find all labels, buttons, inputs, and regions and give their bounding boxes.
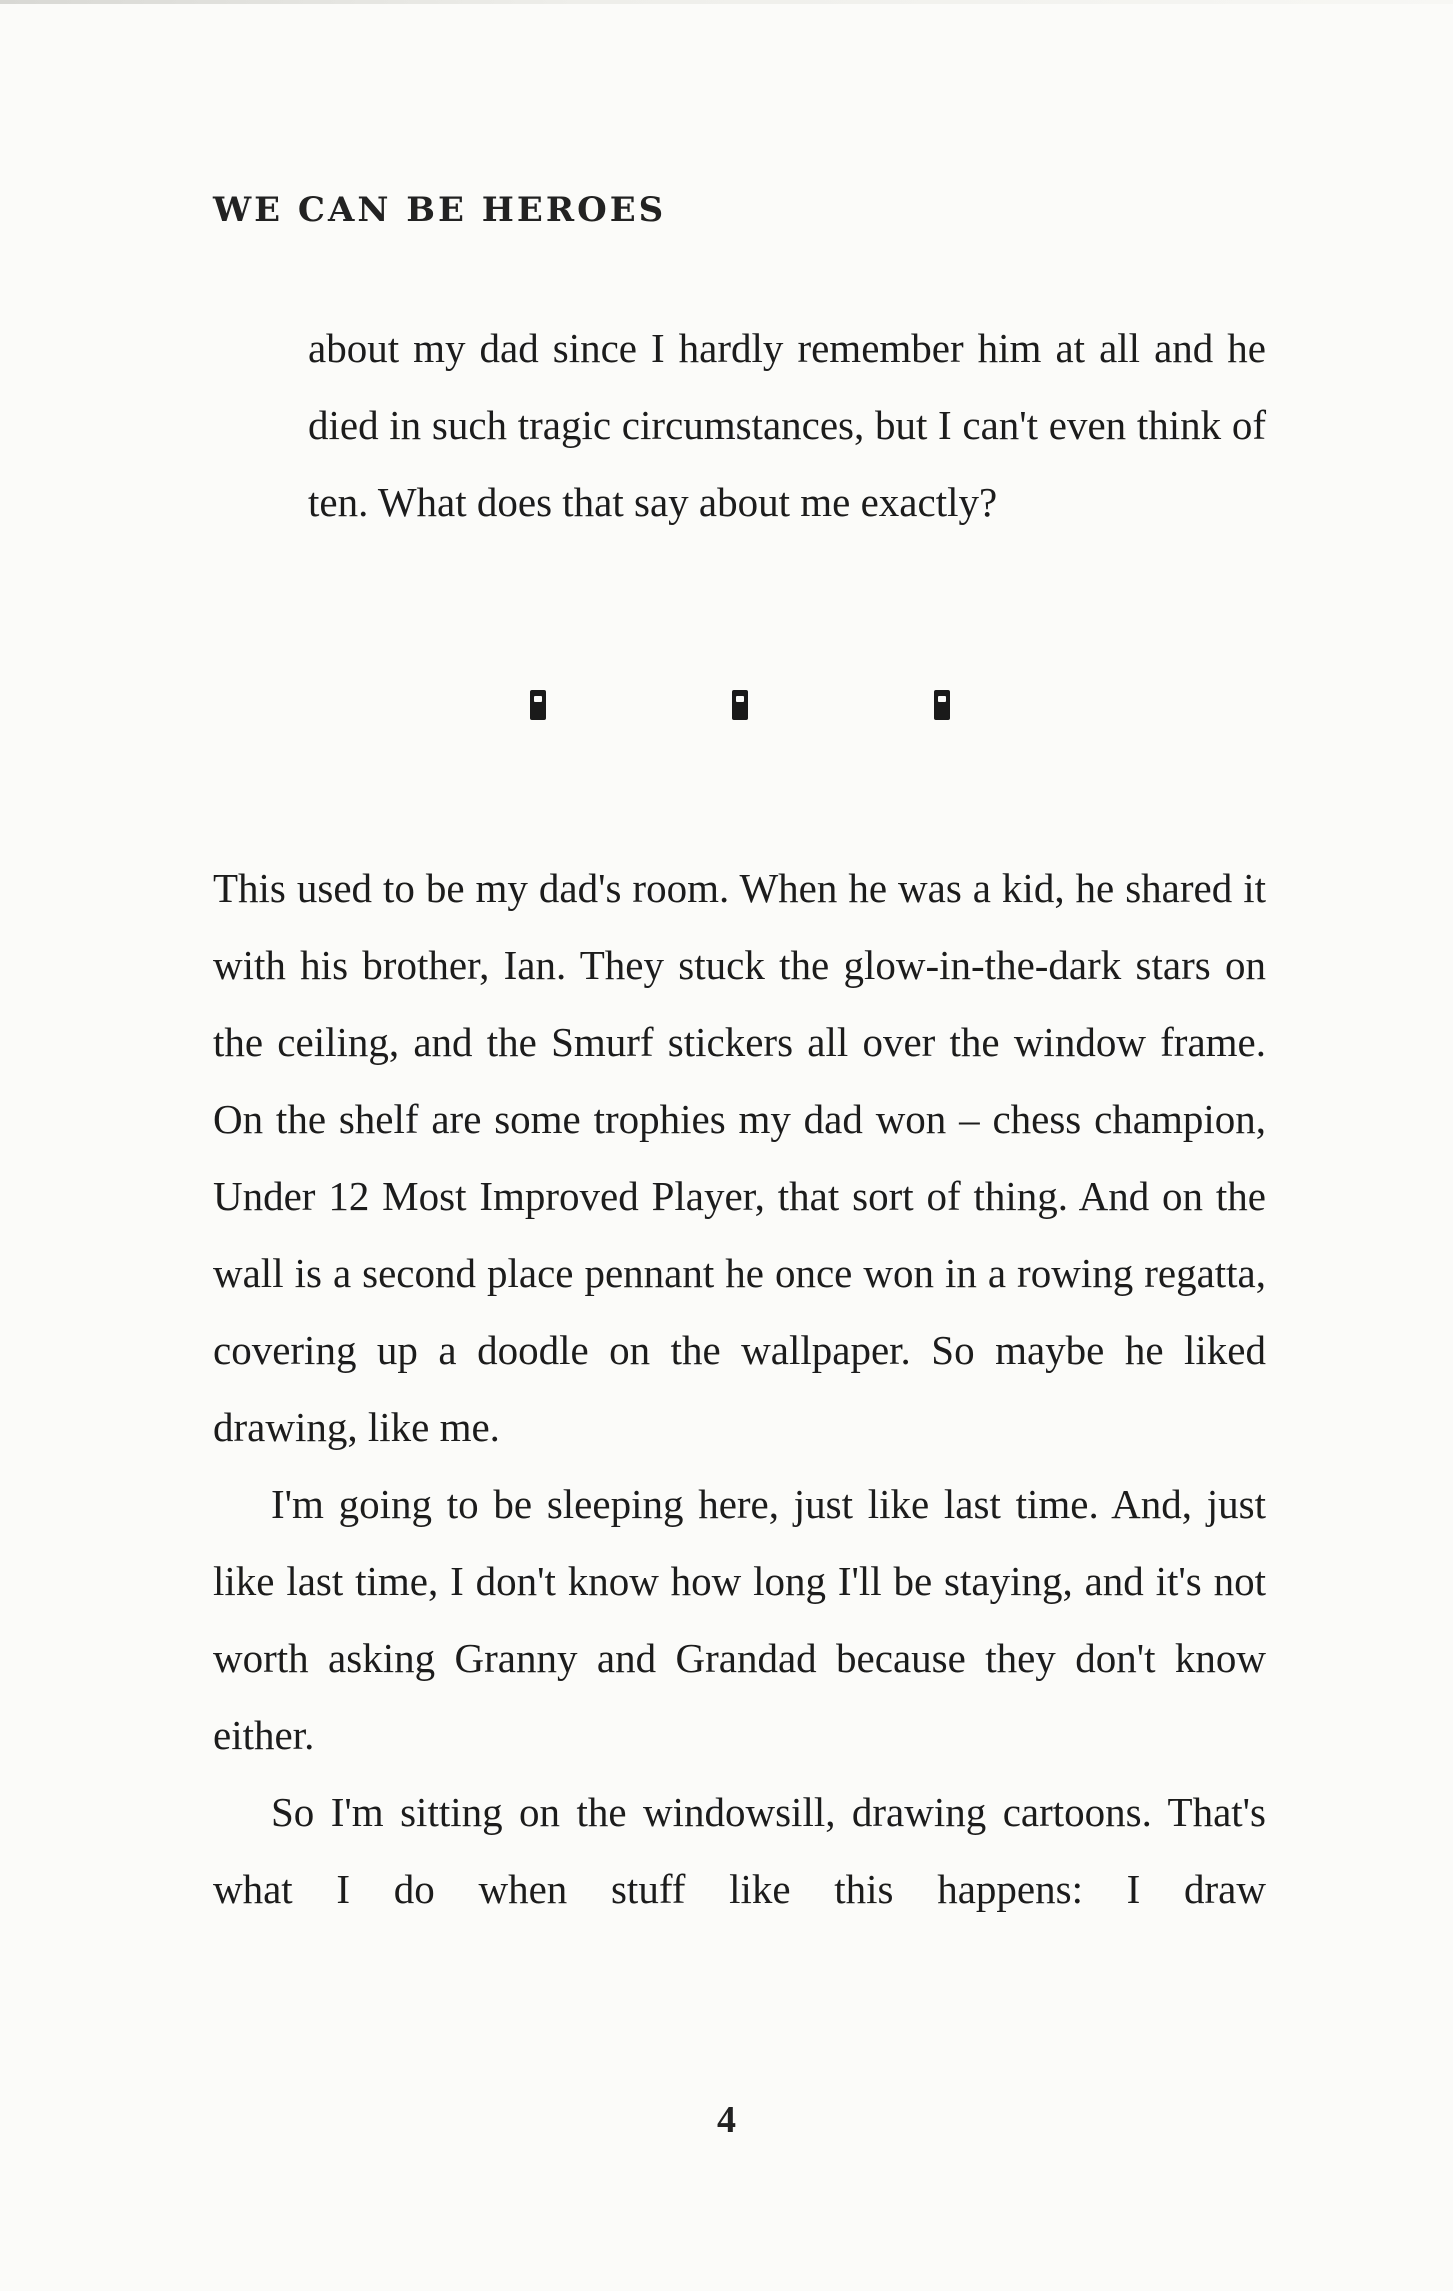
section-break-mark-icon [530, 690, 546, 720]
main-text [213, 850, 1266, 1928]
scan-edge [0, 0, 1453, 4]
section-break [530, 690, 950, 730]
page-number: 4 [717, 2099, 736, 2141]
running-head: WE CAN BE HEROES [213, 190, 667, 230]
indented-passage [308, 310, 1266, 541]
indented-passage-text: about my dad since I hardly remember him at all and he died in such tragic circumstances, but I can't even think of ten. What does that say about me exactly? [308, 325, 1266, 525]
section-break-mark-icon [934, 690, 950, 720]
paragraph: So I'm sitting on the windowsill, drawing cartoons. That's what I do when stuff like this happens: I draw [213, 1789, 1266, 1912]
section-break-mark-icon [732, 690, 748, 720]
paragraph: I'm going to be sleeping here, just like last time. And, just like last time, I don't know how long I'll be staying, and it's not worth asking Granny and Grandad because they don't know either. [213, 1481, 1266, 1758]
paragraph: This used to be my dad's room. When he was a kid, he shared it with his brother, Ian. They stuck the glow-in-the-dark stars on the ceiling, and the Smurf stickers all over the window frame. On the shelf are some trophies my dad won – chess champion, Under 12 Most Improved Player, that sort of thing. And on the wall is a second place pennant he once won in a rowing regatta, covering up a doodle on the wallpaper. So maybe he liked drawing, like me. [213, 865, 1266, 1450]
